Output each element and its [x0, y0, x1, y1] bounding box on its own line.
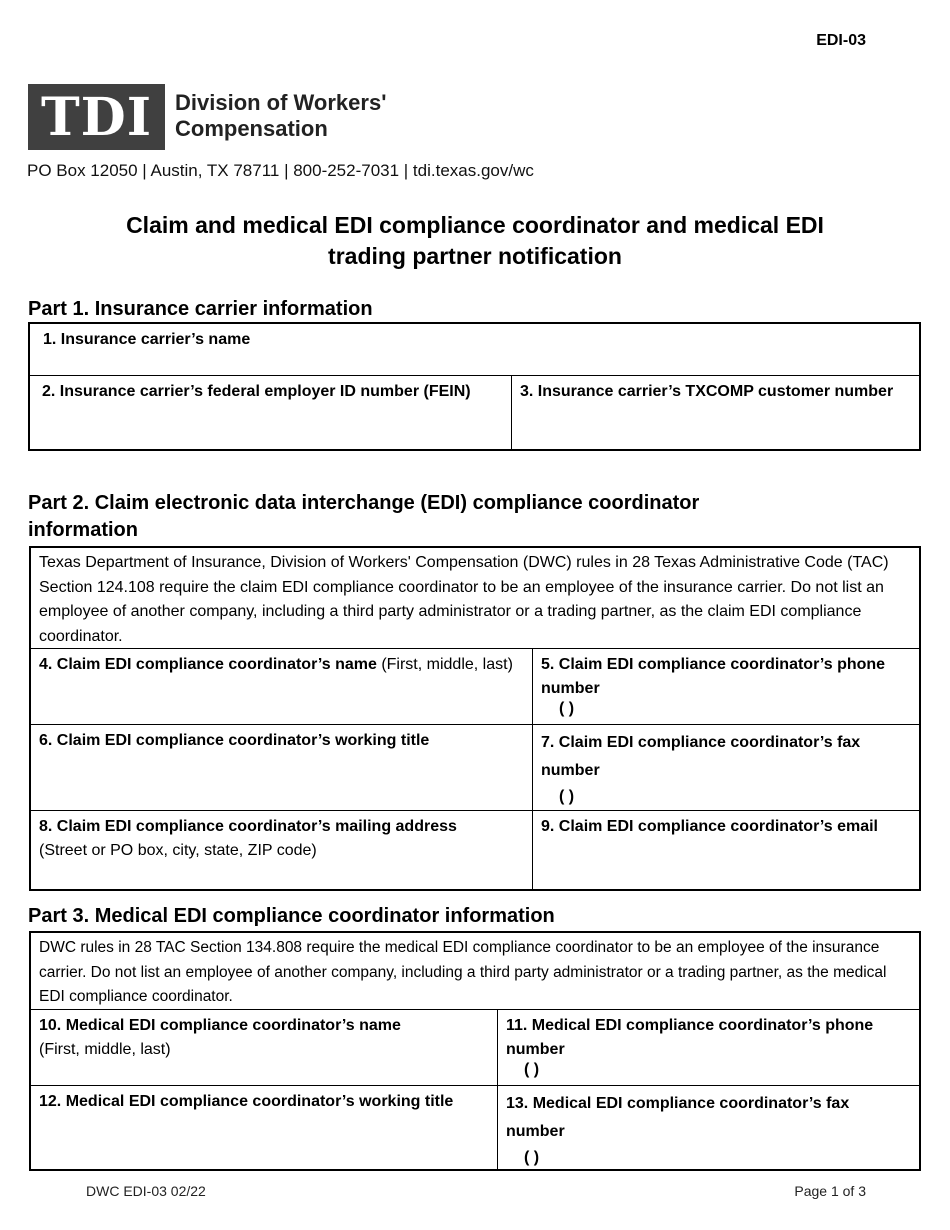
part3-heading: Part 3. Medical EDI compliance coordinator information: [28, 905, 555, 927]
field5-label: 5. Claim EDI compliance coordinator’s phone number: [541, 656, 886, 697]
field-medical-coordinator-phone[interactable]: [498, 1010, 919, 1086]
medical-phone-area-code-placeholder: ( ): [524, 1061, 540, 1078]
part1-table: [28, 322, 921, 451]
field10-label: 10. Medical EDI compliance coordinator’s name: [39, 1017, 401, 1034]
field-claim-coordinator-address[interactable]: [31, 811, 533, 889]
field-medical-coordinator-fax[interactable]: [498, 1086, 919, 1169]
footer-page-number: Page 1 of 3: [794, 1183, 866, 1199]
field-medical-coordinator-title[interactable]: [31, 1086, 498, 1169]
field9-label: 9. Claim EDI compliance coordinator’s email: [541, 818, 878, 835]
fax-area-code-placeholder: ( ): [559, 788, 575, 805]
field8-label: 8. Claim EDI compliance coordinator’s mailing address: [39, 818, 457, 835]
part3-note: DWC rules in 28 TAC Section 134.808 require the medical EDI compliance coordinator to be an employee of the insurance carrier. Do not list an employee of another company, including a third party administrator or a trading partner, as the medical EDI compliance coordinator.: [31, 933, 919, 1010]
field-claim-coordinator-title[interactable]: [31, 725, 533, 811]
part2-heading-line2: information: [28, 519, 138, 541]
form-title-line1: Claim and medical EDI compliance coordinator and medical EDI: [126, 212, 824, 238]
field12-label: 12. Medical EDI compliance coordinator’s working title: [39, 1093, 454, 1110]
field4-label: 4. Claim EDI compliance coordinator’s name: [39, 656, 377, 673]
part2-note: Texas Department of Insurance, Division of Workers' Compensation (DWC) rules in 28 Texas Administrative Code (TAC) Section 124.108 require the claim EDI compliance coordinator to be an employee of the insurance carrier. Do not list an employee of another company, including a third party administrator or a trading partner, as the claim EDI compliance coordinator.: [31, 548, 919, 649]
form-id: EDI-03: [816, 32, 866, 49]
field8-hint: (Street or PO box, city, state, ZIP code): [39, 842, 317, 859]
field-carrier-name[interactable]: [30, 324, 919, 376]
field10-hint: (First, middle, last): [39, 1041, 171, 1058]
field-claim-coordinator-fax[interactable]: [533, 725, 919, 811]
field-txcomp[interactable]: [512, 376, 919, 449]
part2-heading-line1: Part 2. Claim electronic data interchange (EDI) compliance coordinator: [28, 492, 700, 514]
part1-heading: Part 1. Insurance carrier information: [28, 298, 373, 320]
field7-label: 7. Claim EDI compliance coordinator’s fax number: [541, 734, 861, 779]
form-title: [60, 210, 890, 272]
division-name-line2: Compensation: [175, 116, 328, 141]
field-txcomp-label: 3. Insurance carrier’s TXCOMP customer number: [520, 383, 894, 400]
division-name-line1: Division of Workers': [175, 90, 387, 115]
field-fein-label: 2. Insurance carrier’s federal employer ID number (FEIN): [42, 383, 471, 400]
field-claim-coordinator-email[interactable]: [533, 811, 919, 889]
form-title-line2: trading partner notification: [328, 243, 622, 269]
tdi-logo: TDI: [28, 84, 165, 150]
field6-label: 6. Claim EDI compliance coordinator’s working title: [39, 732, 430, 749]
field13-label: 13. Medical EDI compliance coordinator’s fax number: [506, 1095, 850, 1140]
medical-fax-area-code-placeholder: ( ): [524, 1149, 540, 1166]
division-name: [175, 90, 386, 142]
phone-area-code-placeholder: ( ): [559, 700, 575, 717]
field-medical-coordinator-name[interactable]: [31, 1010, 498, 1086]
field-carrier-name-label: 1. Insurance carrier’s name: [43, 331, 251, 348]
field4-hint: (First, middle, last): [376, 656, 513, 673]
part2-table: [29, 546, 921, 891]
field11-label: 11. Medical EDI compliance coordinator’s phone number: [506, 1017, 874, 1058]
footer-form-code: DWC EDI-03 02/22: [86, 1183, 206, 1199]
part2-heading: [28, 490, 699, 544]
part3-table: [29, 931, 921, 1171]
contact-address: PO Box 12050 | Austin, TX 78711 | 800-252-7031 | tdi.texas.gov/wc: [27, 161, 534, 180]
field-fein[interactable]: [30, 376, 512, 449]
field-claim-coordinator-name[interactable]: [31, 649, 533, 725]
field-claim-coordinator-phone[interactable]: [533, 649, 919, 725]
